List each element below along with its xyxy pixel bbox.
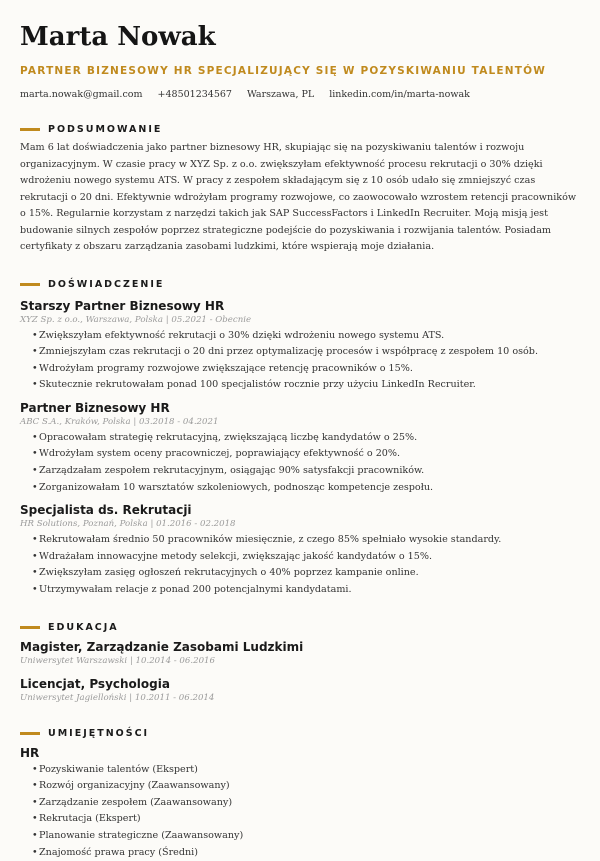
job-bullet: • Wdrożyłam programy rozwojowe zwiększające retencję pracowników o 15%.	[32, 361, 580, 378]
education-meta: Uniwersytet Jagielloński | 10.2011 - 06.2014	[20, 692, 215, 703]
contact-bar	[20, 88, 580, 102]
job-bullets	[20, 328, 580, 394]
skill-item: • Rozwój organizacyjny (Zaawansowany)	[32, 778, 580, 795]
skill-list	[20, 762, 580, 861]
job-meta: HR Solutions, Poznań, Polska | 01.2016 - 02.2018	[20, 519, 236, 530]
job-bullet: • Utrzymywałam relacje z ponad 200 potencjalnymi kandydatami.	[32, 582, 580, 599]
job-bullet: • Wdrożyłam system oceny pracowniczej, poprawiający efektywność o 20%.	[32, 446, 580, 463]
job-title: Specjalista ds. Rekrutacji	[20, 503, 192, 518]
section-title-skills: UMIEJĘTNOŚCI	[48, 728, 150, 740]
section-title-education: EDUKACJA	[48, 622, 119, 634]
job-bullet: • Zarządzałam zespołem rekrutacyjnym, osiągając 90% satysfakcji pracowników.	[32, 463, 580, 480]
job-bullet: • Zwiększyłam efektywność rekrutacji o 30% dzięki wdrożeniu nowego systemu ATS.	[32, 328, 580, 345]
job-bullet: • Zmniejszyłam czas rekrutacji o 20 dni przez optymalizację procesów i współpracę z zespołem 10 osób.	[32, 344, 580, 361]
section-header-experience	[20, 278, 580, 292]
section-accent-bar	[20, 732, 40, 735]
job-bullet: • Rekrutowałam średnio 50 pracowników miesięcznie, z czego 85% spełniało wysokie standardy.	[32, 532, 580, 549]
skill-item: • Znajomość prawa pracy (Średni)	[32, 845, 580, 861]
section-title-experience: DOŚWIADCZENIE	[48, 279, 165, 290]
job-meta: ABC S.A., Kraków, Polska | 03.2018 - 04.2021	[20, 416, 219, 427]
skill-category: HR	[20, 745, 40, 760]
education-degree: Licencjat, Psychologia	[20, 676, 170, 691]
job-title: Starszy Partner Biznesowy HR	[20, 298, 225, 313]
section-header-skills	[20, 727, 580, 741]
contact-email[interactable]: marta.nowak@gmail.com	[20, 89, 143, 100]
job-entry	[20, 400, 580, 496]
summary-text: Mam 6 lat doświadczenia jako partner biznesowy HR, skupiając się na pozyskiwaniu talentów i rozwoju organizacyjnym. W czasie pracy w XYZ Sp. z o.o. zwiększyłam efektywność procesu rekrutacji o 30% dzięki wdrożeniu nowego systemu ATS. W pracy z zespołem składającym się z 10 osób udało się zmniejszyć czas rekrutacji o 20 dni. Efektywnie wdrożyłam programy rozwojowe, co zaowocowało wzrostem retencji pracowników o 15%. Regularnie korzystam z narzędzi takich jak SAP SuccessFactors i LinkedIn Recruiter. Moją misją jest budowanie silnych zespołów poprzez strategiczne podejście do pozyskiwania i rozwijania talentów. Posiadam certyfikaty z obszaru zarządzania zasobami ludzkimi, które wspierają moje działania.	[20, 142, 577, 252]
candidate-headline: PARTNER BIZNESOWY HR SPECJALIZUJĄCY SIĘ W POZYSKIWANIU TALENTÓW	[20, 65, 547, 77]
section-accent-bar	[20, 283, 40, 286]
job-bullet: • Skutecznie rekrutowałam ponad 100 specjalistów rocznie przy użyciu LinkedIn Recruiter.	[32, 377, 580, 394]
section-title-summary: PODSUMOWANIE	[48, 123, 163, 135]
job-bullet: • Opracowałam strategię rekrutacyjną, zwiększającą liczbę kandydatów o 25%.	[32, 430, 580, 447]
education-entry	[20, 639, 580, 668]
contact-linkedin[interactable]: linkedin.com/in/marta-nowak	[329, 89, 470, 100]
contact-phone[interactable]: +48501234567	[157, 89, 232, 100]
job-meta: XYZ Sp. z o.o., Warszawa, Polska | 05.2021 - Obecnie	[20, 314, 252, 325]
job-title: Partner Biznesowy HR	[20, 400, 170, 415]
skill-item: • Planowanie strategiczne (Zaawansowany)	[32, 828, 580, 845]
education-entry	[20, 676, 580, 705]
candidate-name: Marta Nowak	[20, 22, 216, 52]
section-header-summary	[20, 122, 580, 136]
section-accent-bar	[20, 128, 40, 131]
education-degree: Magister, Zarządzanie Zasobami Ludzkimi	[20, 639, 304, 654]
job-bullet: • Zwiększyłam zasięg ogłoszeń rekrutacyjnych o 40% poprzez kampanie online.	[32, 565, 580, 582]
job-bullets	[20, 430, 580, 496]
resume-page	[20, 20, 580, 861]
education-meta: Uniwersytet Warszawski | 10.2014 - 06.2016	[20, 655, 215, 666]
job-entry	[20, 298, 580, 394]
job-bullets	[20, 532, 580, 598]
job-bullet: • Zorganizowałam 10 warsztatów szkoleniowych, podnosząc kompetencje zespołu.	[32, 480, 580, 497]
skill-item: • Pozyskiwanie talentów (Ekspert)	[32, 762, 580, 779]
section-header-education	[20, 621, 580, 635]
job-bullet: • Wdrażałam innowacyjne metody selekcji, zwiększając jakość kandydatów o 15%.	[32, 549, 580, 566]
contact-location: Warszawa, PL	[246, 89, 315, 100]
job-entry	[20, 502, 580, 598]
skill-item: • Zarządzanie zespołem (Zaawansowany)	[32, 795, 580, 812]
skill-item: • Rekrutacja (Ekspert)	[32, 811, 580, 828]
section-accent-bar	[20, 626, 40, 629]
